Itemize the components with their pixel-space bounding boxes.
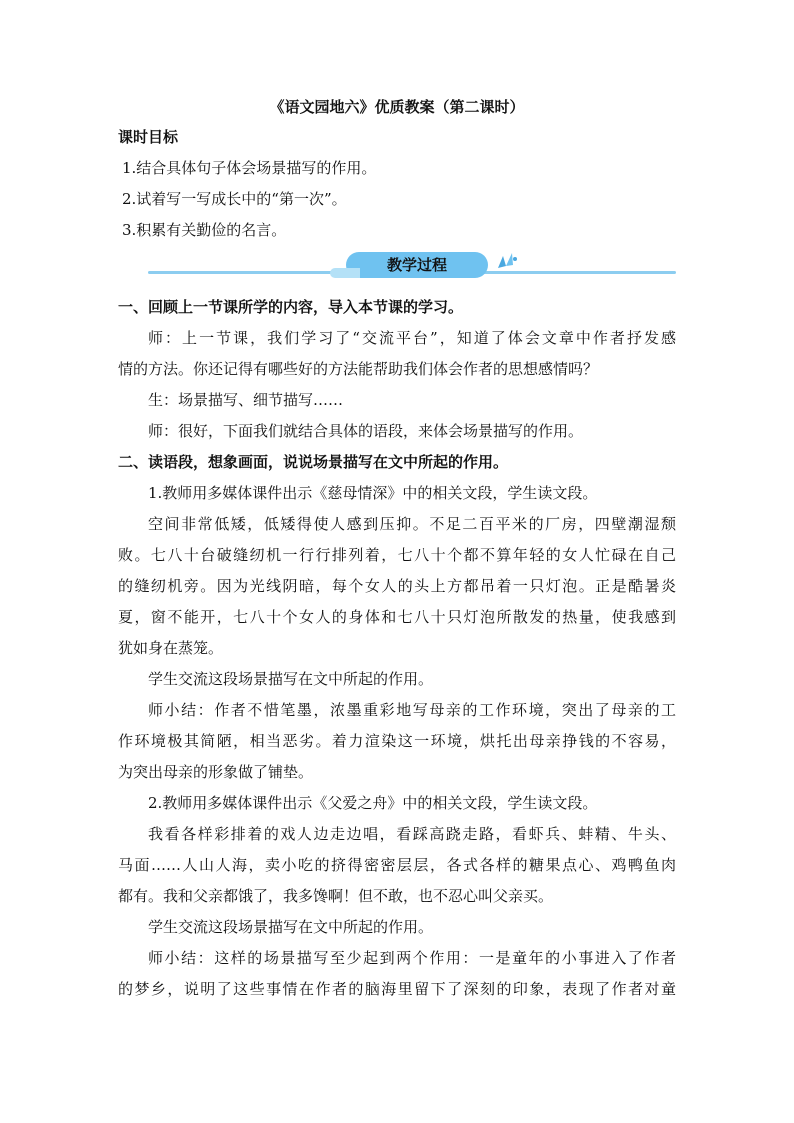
paragraph-line: 生：场景描写、细节描写…… xyxy=(148,391,344,409)
paragraph-line: 情的方法。你还记得有哪些好的方法能帮助我们体会作者的思想感情吗？ xyxy=(118,360,599,378)
passage-line: 犹如身在蒸笼。 xyxy=(118,639,224,657)
document-title: 《语文园地六》优质教案（第二课时） xyxy=(269,98,525,116)
paragraph-line: 的梦乡，说明了这些事情在作者的脑海里留下了深刻的印象，表现了作者对童 xyxy=(118,980,676,998)
paragraph-line: 为突出母亲的形象做了铺垫。 xyxy=(118,763,314,781)
paragraph-line: 师小结：这样的场景描写至少起到两个作用：一是童年的小事进入了作者 xyxy=(148,949,676,967)
splash-icon xyxy=(494,250,518,272)
passage-line: 我看各样彩排着的戏人边走边唱，看踩高跷走路，看虾兵、蚌精、牛头、 xyxy=(148,825,676,843)
paragraph-line: 师小结：作者不惜笔墨，浓墨重彩地写母亲的工作环境，突出了母亲的工 xyxy=(148,701,676,719)
paragraph-line: 学生交流这段场景描写在文中所起的作用。 xyxy=(148,918,434,936)
paragraph-line: 师：很好，下面我们就结合具体的语段，来体会场景描写的作用。 xyxy=(148,422,584,440)
list-item: 1.教师用多媒体课件出示《慈母情深》中的相关文段，学生读文段。 xyxy=(148,484,598,502)
passage-line: 马面……人山人海，卖小吃的挤得密密层层，各式各样的糖果点心、鸡鸭鱼肉 xyxy=(118,856,676,874)
objective-item: 3.积累有关勤俭的名言。 xyxy=(122,221,287,239)
passage-line: 空间非常低矮，低矮得使人感到压抑。不足二百平米的厂房，四壁潮湿颓 xyxy=(148,515,676,533)
passage-line: 都有。我和父亲都饿了，我多馋啊！但不敢，也不忍心叫父亲买。 xyxy=(118,887,554,905)
objectives-heading: 课时目标 xyxy=(118,128,179,146)
list-item: 2.教师用多媒体课件出示《父爱之舟》中的相关文段，学生读文段。 xyxy=(148,794,598,812)
paragraph-line: 学生交流这段场景描写在文中所起的作用。 xyxy=(148,670,434,688)
passage-line: 败。七八十台破缝纫机一行行排列着，七八十个都不算年轻的女人忙碌在自己 xyxy=(118,546,676,564)
document-content xyxy=(118,92,676,1005)
paragraph-line: 师：上一节课，我们学习了“交流平台”，知道了体会文章中作者抒发感 xyxy=(148,329,676,347)
objective-item: 2.试着写一写成长中的“第一次”。 xyxy=(122,190,347,208)
paragraph-line: 作环境极其简陋，相当恶劣。着力渲染这一环境，烘托出母亲挣钱的不容易， xyxy=(118,732,676,750)
section-heading: 一、回顾上一节课所学的内容，导入本节课的学习。 xyxy=(118,298,464,316)
banner-label: 教学过程 xyxy=(346,252,488,278)
passage-line: 的缝纫机旁。因为光线阴暗，每个女人的头上方都吊着一只灯泡。正是酷暑炎 xyxy=(118,577,676,595)
passage-line: 夏，窗不能开，七八十个女人的身体和七八十只灯泡所散发的热量，使我感到 xyxy=(118,608,676,626)
section-heading: 二、读语段，想象画面，说说场景描写在文中所起的作用。 xyxy=(118,453,509,471)
objective-item: 1.结合具体句子体会场景描写的作用。 xyxy=(122,159,377,177)
section-banner xyxy=(118,250,676,284)
